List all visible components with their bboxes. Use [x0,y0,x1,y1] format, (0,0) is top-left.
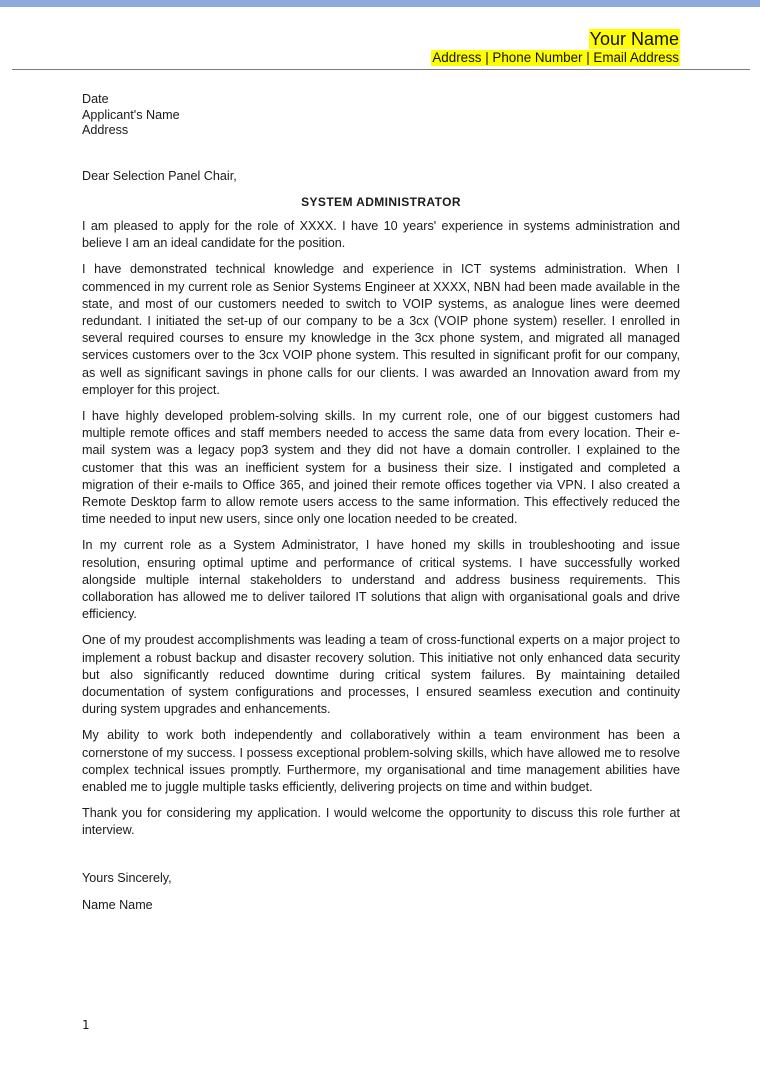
page-number: 1 [82,1018,90,1032]
header-contact-line: Address | Phone Number | Email Address [432,50,679,65]
paragraph-accomplishments: One of my proudest accomplishments was leading a team of cross-functional experts on a major project to implement a robust backup and disaster recovery solution. This initiative not only enhanced data security but also significantly reduced downtime during critical system failures. By maintaining detailed documentation of system configurations and processes, I ensured seamless execution and continuity during system upgrades and enhancements. [82,633,680,717]
applicant-name-line: Applicant's Name [82,107,180,122]
recipient-block [82,92,680,139]
paragraph-current-role: In my current role as a System Administrator, I have honed my skills in troubleshooting and issue resolution, ensuring optimal uptime and performance of critical systems. I have successfully worked alongside multiple internal stakeholders to understand and address business requirements. This collaboration has allowed me to deliver tailored IT solutions that align with organisational goals and drive efficiency. [82,538,680,622]
paragraph-thank-you: Thank you for considering my application. I would welcome the opportunity to discuss this role further at interview. [82,806,680,838]
top-color-band [0,0,760,7]
salutation: Dear Selection Panel Chair, [82,168,237,183]
paragraph-intro: I am pleased to apply for the role of XXXX. I have 10 years' experience in systems administration and believe I am an ideal candidate for the position. [82,218,680,251]
header-divider [12,69,750,70]
paragraph-problem-solving: I have highly developed problem-solving skills. In my current role, one of our biggest customers had multiple remote offices and staff members needed to access the same data from every location. Their e-mail system was a legacy pop3 system and they did not have a domain controller. I explained to the customer that this was an inefficient system for a business their size. I instigated and completed a migration of their e-mails to Office 365, and joined their remote offices together via VPN. I also created a Remote Desktop farm to allow remote users access to the same information. This effectively reduced the time needed to input new users, since only one location needed to be created. [82,408,680,527]
closing-line: Yours Sincerely, [82,870,172,885]
paragraph-technical-knowledge: I have demonstrated technical knowledge and experience in ICT systems administration. When I commenced in my current role as Senior Systems Engineer at XXXX, NBN had been made available in the state, and most of our customers needed to switch to VOIP systems, as analogue lines were deemed redundant. I initiated the set-up of our company to be a 3cx (VOIP phone system) reseller. I enrolled in several required courses to ensure my knowledge in the 3cx phone system, and migrated all managed services customers over to the 3cx VOIP phone system. This resulted in significant profit for our company, as well as significant savings in phone calls for our clients. I was awarded an Innovation award from my employer for this project. [82,262,680,397]
paragraph-teamwork: My ability to work both independently and collaboratively within a team environment has been a cornerstone of my success. I possess exceptional problem-solving skills, which have allowed me to resolve complex technical issues promptly. Furthermore, my organisational and time management abilities have enabled me to juggle multiple tasks efficiently, delivering projects on time and within budget. [82,728,680,794]
header-your-name: Your Name [589,29,679,49]
date-line: Date [82,92,109,106]
address-line: Address [82,123,129,137]
letter-body [82,92,680,914]
letter-title: SYSTEM ADMINISTRATOR [301,194,461,209]
signature-name: Name Name [82,897,153,912]
